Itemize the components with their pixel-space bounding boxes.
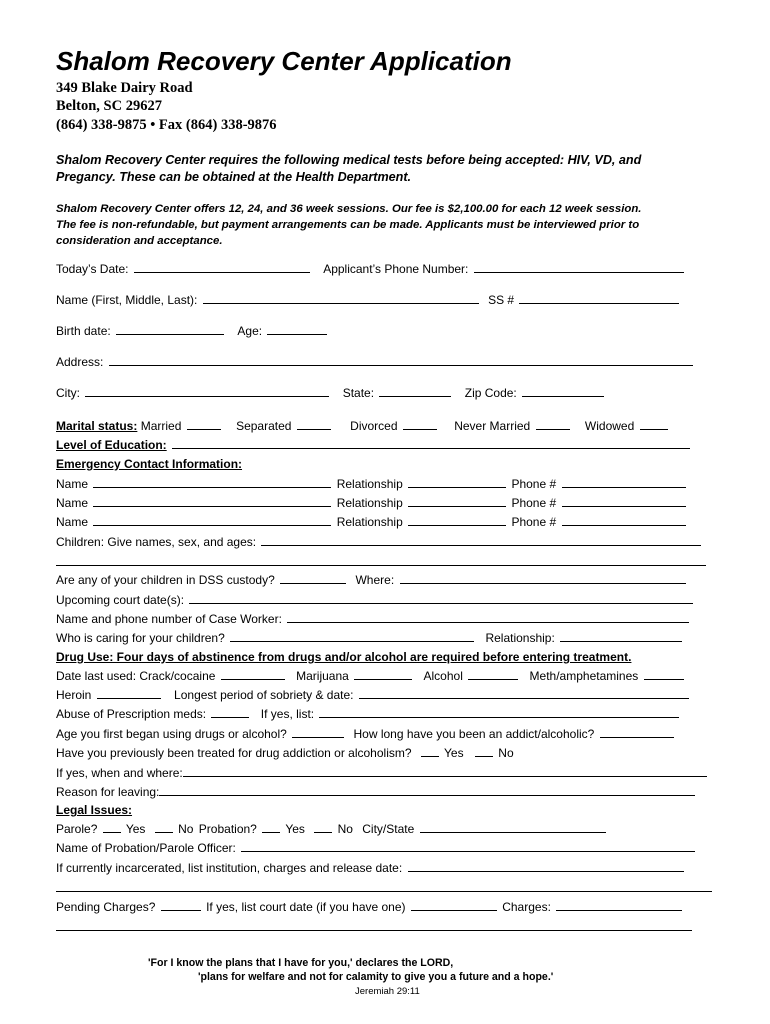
address-line-2: Belton, SC 29627 (56, 98, 162, 114)
reason-leaving-field[interactable] (159, 784, 695, 796)
emergency-name-field[interactable] (93, 476, 331, 488)
crack-cocaine-label: Date last used: Crack/cocaine (56, 669, 216, 683)
name-row (56, 292, 681, 308)
state-field[interactable] (379, 385, 451, 397)
emergency-contact-row-2 (56, 495, 688, 511)
emergency-phone-label: Phone # (511, 496, 557, 510)
emergency-phone-field[interactable] (562, 476, 686, 488)
treated-no-label: No (498, 746, 514, 760)
age-began-label: Age you first began using drugs or alcohol? (56, 727, 287, 741)
reason-leaving-label: Reason for leaving: (56, 785, 160, 799)
divorced-label: Divorced (350, 419, 398, 433)
emergency-contact-heading: Emergency Contact Information: (56, 457, 243, 471)
charges-field[interactable] (556, 899, 682, 911)
emergency-contact-row-1 (56, 476, 688, 492)
birth-date-label: Birth date: (56, 324, 111, 338)
caring-label: Who is caring for your children? (56, 631, 225, 645)
medical-requirements-paragraph (56, 152, 641, 186)
dss-where-field[interactable] (400, 572, 686, 584)
when-where-field[interactable] (183, 765, 707, 777)
city-field[interactable] (85, 385, 329, 397)
prescription-field[interactable] (211, 706, 249, 718)
dss-where-label: Where: (355, 573, 395, 587)
separated-label: Separated (236, 419, 292, 433)
prescription-row (56, 706, 681, 722)
widowed-field[interactable] (640, 418, 668, 430)
treated-yes-field[interactable] (421, 745, 439, 757)
caring-relationship-field[interactable] (560, 630, 682, 642)
birth-date-field[interactable] (116, 323, 224, 335)
probation-yes-field[interactable] (262, 821, 280, 833)
charges-extra-line[interactable] (56, 930, 692, 931)
prescription-list-label: If yes, list: (260, 707, 315, 721)
education-row (56, 437, 692, 453)
previous-treatment-row (56, 745, 514, 761)
officer-field[interactable] (241, 840, 695, 852)
previous-treatment-label: Have you previously been treated for drug addiction or alcoholism? (56, 746, 412, 760)
form-title: Shalom Recovery Center Application (56, 46, 512, 76)
sobriety-label: Longest period of sobriety & date: (174, 688, 354, 702)
emergency-phone-label: Phone # (511, 477, 557, 491)
education-field[interactable] (172, 437, 690, 449)
pending-charges-label: Pending Charges? (56, 900, 156, 914)
fee-line-2: The fee is non-refundable, but payment arrangements can be made. Applicants must be interviewed prior to (56, 219, 640, 231)
married-label: Married (140, 419, 182, 433)
legal-heading-row (56, 803, 132, 819)
marijuana-field[interactable] (354, 668, 412, 680)
incarcerated-label: If currently incarcerated, list institution, charges and release date: (56, 861, 403, 875)
fee-line-3: consideration and acceptance. (56, 235, 223, 247)
emergency-phone-label: Phone # (511, 515, 557, 529)
fee-line-1: Shalom Recovery Center offers 12, 24, and 36 week sessions. Our fee is $2,100.00 for each 12 week session. (56, 203, 642, 215)
emergency-relationship-label: Relationship (336, 515, 403, 529)
emergency-contact-row-3 (56, 514, 688, 530)
court-date-label: If yes, list court date (if you have one) (206, 900, 406, 914)
how-long-label: How long have you been an addict/alcoholic? (353, 727, 595, 741)
children-names-field[interactable] (261, 534, 701, 546)
heroin-field[interactable] (97, 687, 161, 699)
drug-use-heading-row (56, 650, 631, 666)
applicant-phone-label: Applicant’s Phone Number: (323, 262, 469, 276)
caring-field[interactable] (230, 630, 474, 642)
emergency-relationship-field[interactable] (408, 476, 506, 488)
never-married-field[interactable] (536, 418, 570, 430)
alcohol-field[interactable] (468, 668, 518, 680)
emergency-relationship-label: Relationship (336, 477, 403, 491)
prescription-list-field[interactable] (319, 706, 679, 718)
treated-yes-label: Yes (444, 746, 464, 760)
verse-reference: Jeremiah 29:11 (355, 986, 420, 997)
parole-yes-field[interactable] (103, 821, 121, 833)
incarcerated-extra-line[interactable] (56, 891, 712, 892)
pending-charges-field[interactable] (161, 899, 201, 911)
when-where-label: If yes, when and where: (56, 766, 183, 780)
date-last-used-row (56, 668, 686, 684)
heroin-row (56, 687, 691, 703)
incarcerated-field[interactable] (408, 860, 684, 872)
emergency-name-label: Name (56, 496, 89, 510)
applicant-phone-field[interactable] (474, 261, 684, 273)
emergency-name-label: Name (56, 515, 89, 529)
age-began-row (56, 726, 676, 742)
prescription-label: Abuse of Prescription meds: (56, 707, 207, 721)
address-label: Address: (56, 355, 104, 369)
emergency-phone-field[interactable] (562, 514, 686, 526)
court-dates-label: Upcoming court date(s): (56, 593, 185, 607)
emergency-name-field[interactable] (93, 495, 331, 507)
treated-no-field[interactable] (475, 745, 493, 757)
city-row (56, 385, 606, 401)
zip-field[interactable] (522, 385, 604, 397)
probation-no-label: No (337, 822, 353, 836)
phone-fax-line: (864) 338-9875 • Fax (864) 338-9876 (56, 117, 277, 133)
probation-yes-label: Yes (285, 822, 305, 836)
heroin-label: Heroin (56, 688, 92, 702)
marijuana-label: Marijuana (296, 669, 349, 683)
court-dates-row (56, 592, 695, 608)
age-label: Age: (237, 324, 263, 338)
never-married-label: Never Married (454, 419, 531, 433)
case-worker-row (56, 611, 691, 627)
charges-label: Charges: (502, 900, 551, 914)
parole-yes-label: Yes (125, 822, 146, 836)
parole-no-field[interactable] (155, 821, 173, 833)
officer-label: Name of Probation/Parole Officer: (56, 841, 236, 855)
ss-label: SS # (488, 293, 515, 307)
medical-line-1: Shalom Recovery Center requires the following medical tests before being accepted: HIV, VD, and (56, 153, 642, 167)
children-names-extra-line[interactable] (56, 565, 706, 566)
education-label: Level of Education: (56, 438, 167, 452)
sobriety-field[interactable] (359, 687, 689, 699)
alcohol-label: Alcohol (423, 669, 463, 683)
reason-leaving-row (56, 784, 697, 800)
case-worker-label: Name and phone number of Case Worker: (56, 612, 282, 626)
address-row (56, 354, 695, 370)
emergency-relationship-field[interactable] (408, 495, 506, 507)
verse-line-1: 'For I know the plans that I have for you,' declares the LORD, (148, 957, 454, 969)
court-dates-field[interactable] (189, 592, 693, 604)
caring-relationship-label: Relationship: (485, 631, 555, 645)
todays-date-label: Today’s Date: (56, 262, 129, 276)
officer-row (56, 840, 697, 856)
address-line-1: 349 Blake Dairy Road (56, 80, 193, 96)
how-long-field[interactable] (600, 726, 674, 738)
city-state-label: City/State (362, 822, 415, 836)
emergency-relationship-field[interactable] (408, 514, 506, 526)
incarcerated-row (56, 860, 686, 876)
caring-for-children-row (56, 630, 684, 646)
legal-issues-heading: Legal Issues: (56, 803, 133, 817)
medical-line-2: Pregancy. These can be obtained at the Health Department. (56, 170, 412, 184)
case-worker-field[interactable] (287, 611, 689, 623)
fee-paragraph (56, 201, 641, 249)
emergency-name-label: Name (56, 477, 89, 491)
parole-row (56, 821, 608, 837)
probation-label: Probation? (198, 822, 257, 836)
name-label: Name (First, Middle, Last): (56, 293, 198, 307)
emergency-heading-row (56, 457, 242, 473)
parole-label: Parole? (56, 822, 98, 836)
dss-custody-field[interactable] (280, 572, 346, 584)
children-names-label: Children: Give names, sex, and ages: (56, 535, 257, 549)
probation-no-field[interactable] (314, 821, 332, 833)
dss-custody-row (56, 572, 688, 588)
todays-date-field[interactable] (134, 261, 310, 273)
city-label: City: (56, 386, 80, 400)
age-field[interactable] (267, 323, 327, 335)
parole-no-label: No (178, 822, 194, 836)
marital-status-row (56, 418, 670, 434)
when-where-row (56, 765, 709, 781)
meth-label: Meth/amphetamines (529, 669, 639, 683)
separated-field[interactable] (297, 418, 331, 430)
emergency-relationship-label: Relationship (336, 496, 403, 510)
widowed-label: Widowed (584, 419, 635, 433)
pending-charges-row (56, 899, 684, 915)
emergency-name-field[interactable] (93, 514, 331, 526)
dss-custody-label: Are any of your children in DSS custody? (56, 573, 275, 587)
emergency-phone-field[interactable] (562, 495, 686, 507)
crack-cocaine-field[interactable] (221, 668, 285, 680)
birth-date-row (56, 323, 329, 339)
drug-use-heading: Drug Use: Four days of abstinence from drugs and/or alcohol are required before entering treatment. (56, 650, 632, 664)
zip-label: Zip Code: (464, 386, 517, 400)
children-names-row (56, 534, 703, 550)
divorced-field[interactable] (403, 418, 437, 430)
ss-field[interactable] (519, 292, 679, 304)
age-began-field[interactable] (292, 726, 344, 738)
name-field[interactable] (203, 292, 479, 304)
state-label: State: (342, 386, 375, 400)
city-state-field[interactable] (420, 821, 606, 833)
address-field[interactable] (109, 354, 693, 366)
meth-field[interactable] (644, 668, 684, 680)
todays-date-row (56, 261, 686, 277)
verse-line-2: 'plans for welfare and not for calamity to give you a future and a hope.' (198, 971, 554, 983)
married-field[interactable] (187, 418, 221, 430)
court-date-field[interactable] (411, 899, 497, 911)
marital-status-label: Marital status: (56, 419, 138, 433)
